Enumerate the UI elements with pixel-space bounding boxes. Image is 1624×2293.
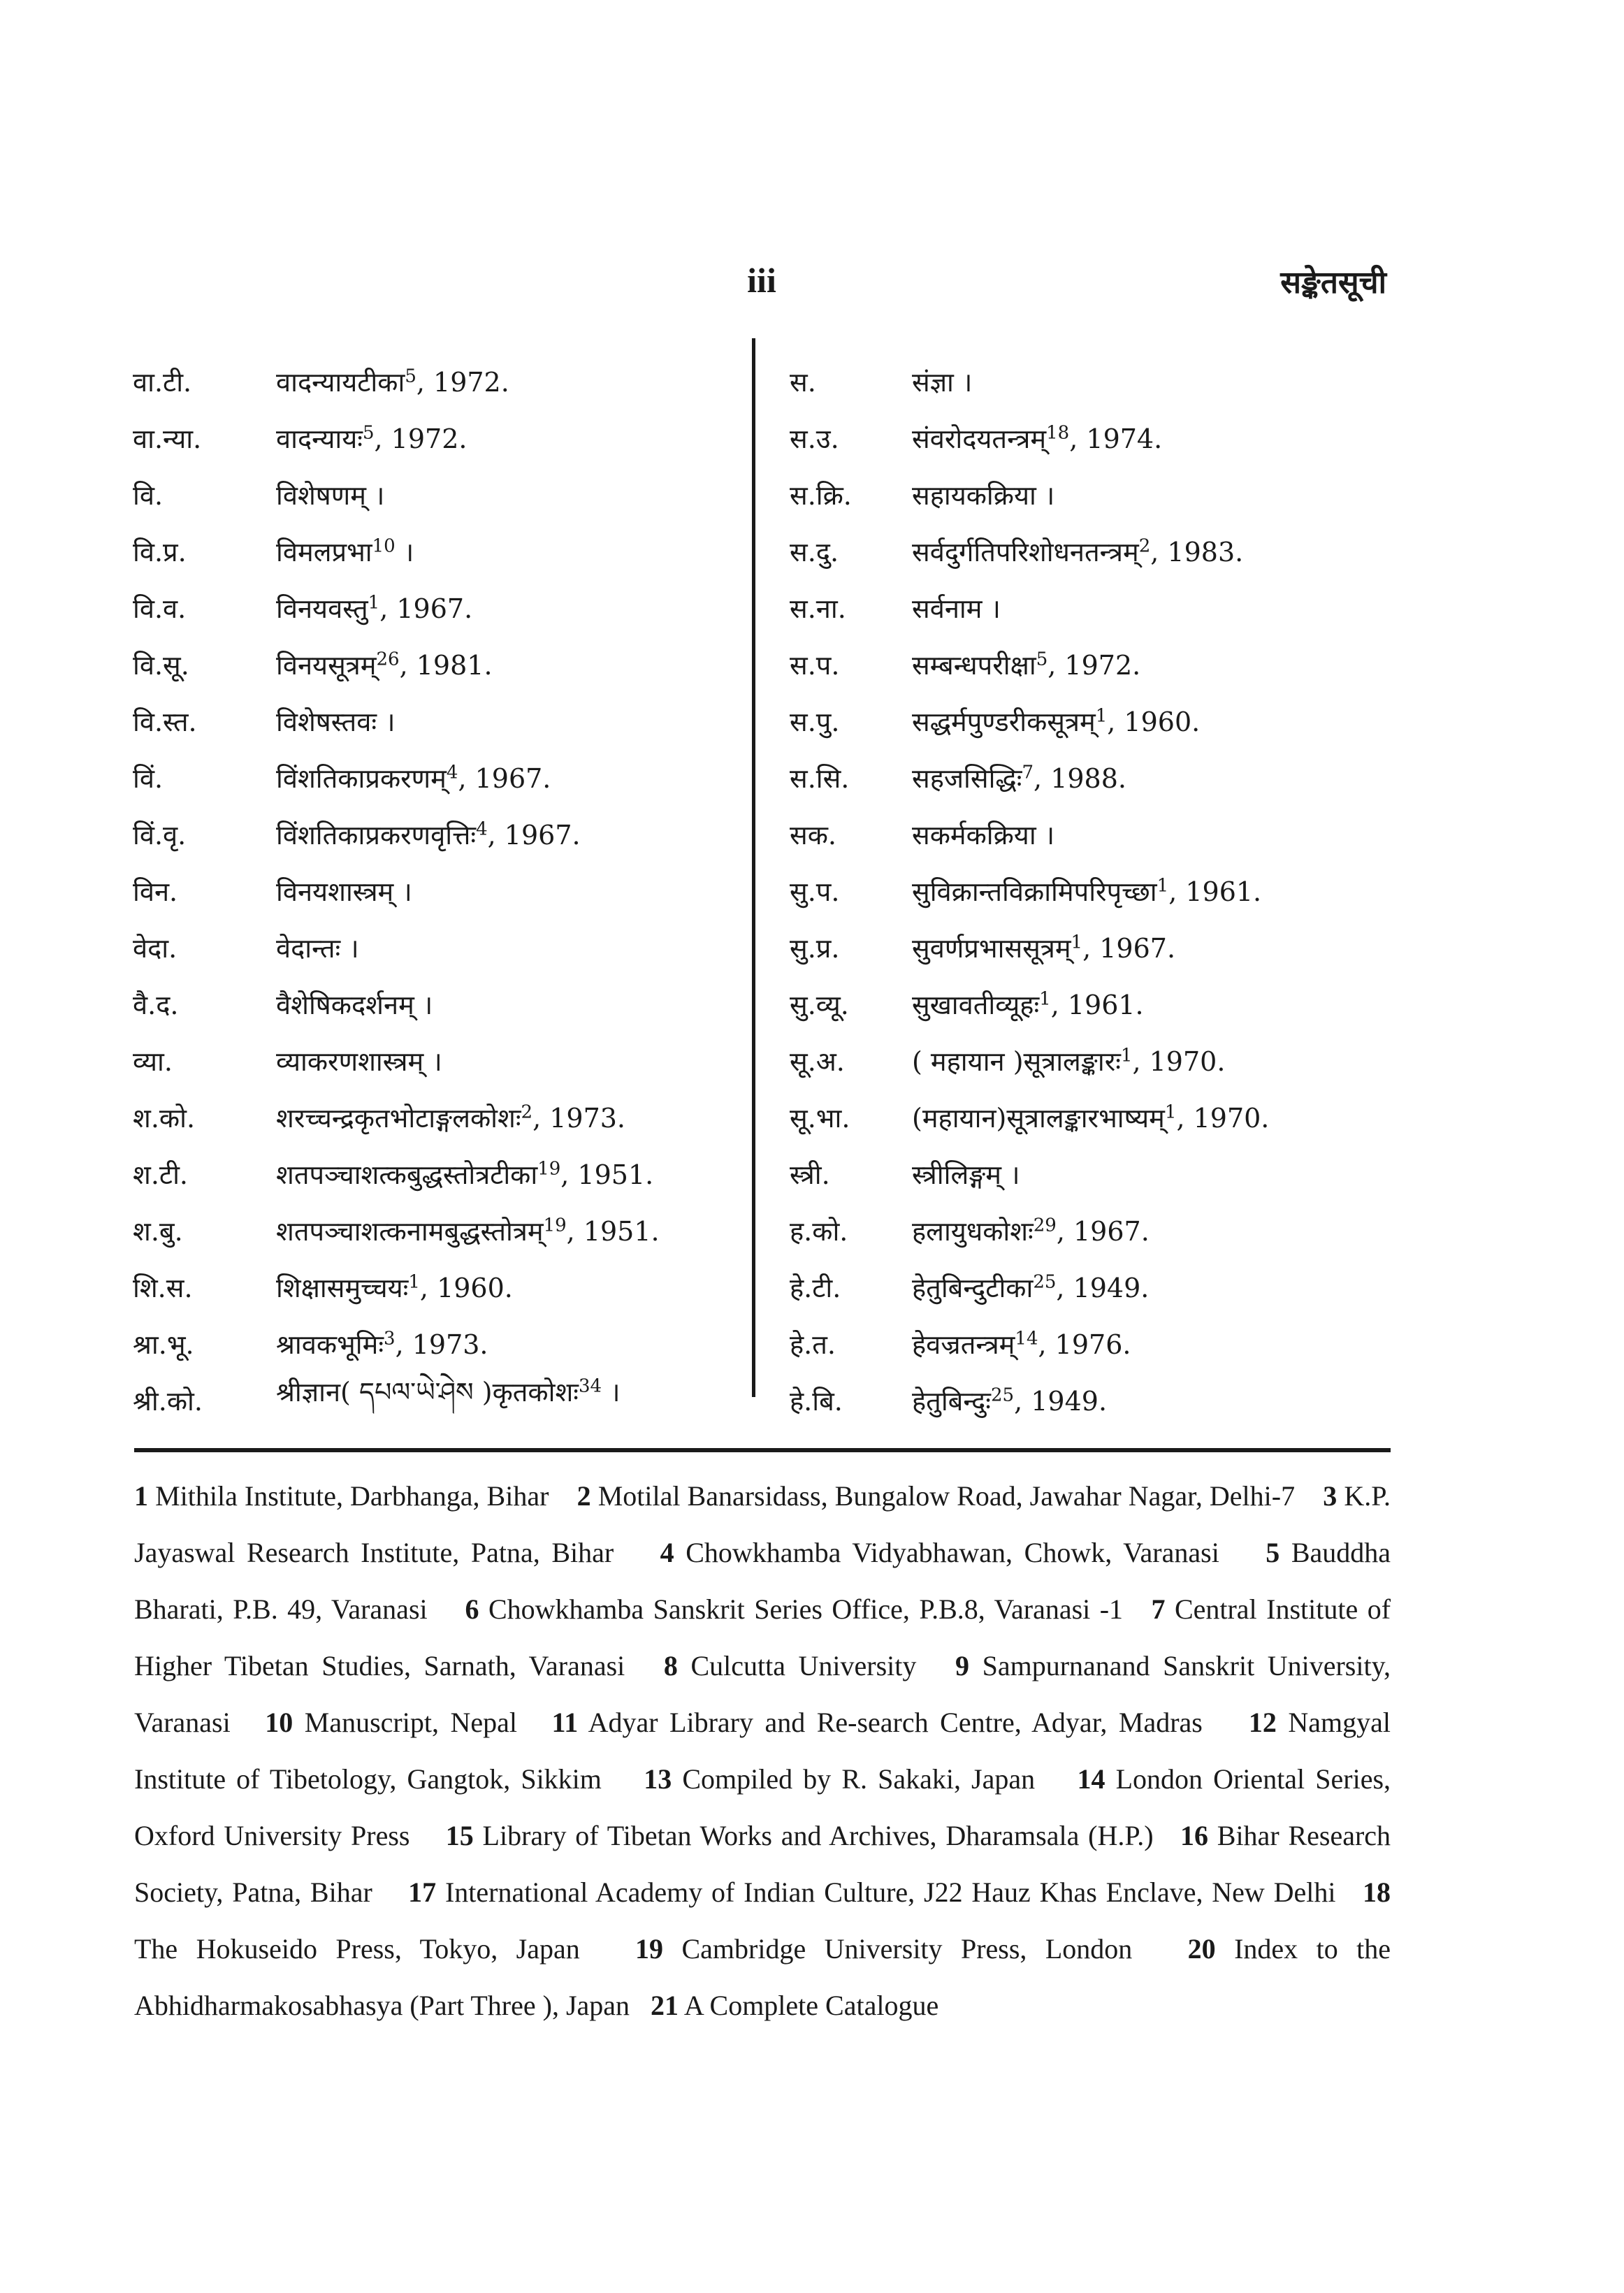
footnote-text: Index to the Abhidharmakosabhasya (Part Three ), Japan (134, 1933, 1391, 2021)
tibetan-script: དཔལ་ཡེ་ཤེས (358, 1377, 474, 1408)
expansion: वादन्यायटीका$^5$, 1972. (276, 365, 509, 398)
expansion: विंशतिकाप्रकरणम्$^4$, 1967. (276, 761, 551, 794)
expansion: विनयसूत्रम्$^{26}$, 1981. (276, 648, 493, 681)
footnote-number: 17 (408, 1876, 437, 1908)
abbreviation: हे.बि. (790, 1385, 843, 1417)
expansion: विनयवस्तु$^1$, 1967. (276, 591, 473, 624)
expansion: ( महायान )सूत्रालङ्कारः$^1$, 1970. (912, 1044, 1226, 1077)
abbreviation-row (133, 919, 741, 976)
footnote-number: 4 (660, 1537, 674, 1568)
expansion: विशेषस्तवः । (276, 706, 396, 737)
expansion: विंशतिकाप्रकरणवृत्तिः$^4$, 1967. (276, 818, 581, 851)
abbreviation-column-right (790, 353, 1391, 1428)
expansion: सुविक्रान्तविक्रामिपरिपृच्छा$^1$, 1961. (912, 874, 1262, 907)
expansion: श्रीज्ञान( དཔལ་ཡེ་ཤེས )कृतकोशः$^{34}$ । (276, 1375, 621, 1408)
footnote-text: Adyar Library and Re-search Centre, Adyar, Madras (588, 1707, 1203, 1738)
abbreviation: विं.वृ. (133, 819, 187, 851)
abbreviation: स.दु. (790, 536, 839, 567)
expansion: वादन्यायः$^5$, 1972. (276, 421, 467, 454)
footnote-number: 3 (1323, 1480, 1337, 1512)
abbreviation: श्री.को. (133, 1385, 203, 1417)
abbreviation-row (133, 749, 741, 806)
footnote-number: 21 (651, 1990, 679, 2021)
footnote-number: 15 (445, 1820, 474, 1851)
footnotes (134, 1468, 1391, 2034)
abbreviation: ह.को. (790, 1215, 848, 1247)
footnote-text: Bauddha Bharati, P.B. 49, Varanasi (134, 1537, 1391, 1625)
abbreviation-row (790, 693, 1391, 749)
abbreviation: सू.भा. (790, 1102, 850, 1134)
abbreviation: स.प. (790, 649, 840, 681)
abbreviation: व्या. (133, 1046, 173, 1077)
abbreviation: स. (790, 366, 816, 398)
abbreviation: हे.टी. (790, 1272, 841, 1303)
abbreviation-row (133, 806, 741, 862)
footnote-number: 13 (644, 1763, 672, 1795)
abbreviation-row (790, 523, 1391, 579)
expansion: व्याकरणशास्त्रम् । (276, 1046, 442, 1077)
expansion: स्त्रीलिङ्गम् । (912, 1159, 1020, 1190)
footnote-text: Mithila Institute, Darbhanga, Bihar (155, 1480, 549, 1512)
footnote-number: 6 (465, 1593, 479, 1625)
footnote-rule (134, 1448, 1391, 1452)
abbreviation: स.सि. (790, 762, 850, 794)
expansion: हेतुबिन्दुटीका$^{25}$, 1949. (912, 1271, 1150, 1303)
abbreviation: सु.व्यू. (790, 989, 849, 1020)
expansion: सहायकक्रिया । (912, 479, 1055, 511)
footnote-text: Manuscript, Nepal (304, 1707, 517, 1738)
abbreviation: विन. (133, 876, 178, 907)
abbreviation: वेदा. (133, 932, 177, 964)
footnote-text: Sampurnanand Sanskrit University, Varanasi (134, 1650, 1391, 1738)
abbreviation-row (133, 353, 741, 410)
abbreviation-row (133, 693, 741, 749)
abbreviation: स.पु. (790, 706, 840, 737)
footnote-number: 8 (663, 1650, 678, 1681)
expansion: विमलप्रभा$^{10}$ । (276, 535, 414, 567)
abbreviation-row (790, 1315, 1391, 1372)
expansion: शतपञ्चाशत्कनामबुद्धस्तोत्रम्$^{19}$, 1951. (276, 1214, 660, 1247)
abbreviation-row (790, 919, 1391, 976)
abbreviation: शि.स. (133, 1272, 193, 1303)
footnote-text: Culcutta University (690, 1650, 917, 1681)
abbreviation-row (133, 410, 741, 466)
abbreviation-row (790, 1145, 1391, 1202)
abbreviation: वा.टी. (133, 366, 192, 398)
expansion: वेदान्तः । (276, 932, 359, 964)
abbreviation-row (133, 1089, 741, 1145)
expansion: संवरोदयतन्त्रम्$^{18}$, 1974. (912, 421, 1163, 454)
footnote-text: K.P. Jayaswal Research Institute, Patna, Bihar (134, 1480, 1391, 1568)
abbreviation: वि.व. (133, 593, 187, 624)
footnote-text: London Oriental Series, Oxford University Press (134, 1763, 1391, 1851)
expansion: सद्धर्मपुण्डरीकसूत्रम्$^1$, 1960. (912, 704, 1201, 737)
expansion: सम्बन्धपरीक्षा$^5$, 1972. (912, 648, 1141, 681)
abbreviation-row (790, 1202, 1391, 1259)
footnote-number: 19 (635, 1933, 664, 1965)
footnote-text: A Complete Catalogue (683, 1990, 939, 2021)
expansion: हेतुबिन्दुः$^{25}$, 1949. (912, 1384, 1108, 1417)
abbreviation-row (790, 806, 1391, 862)
footnote-number: 14 (1077, 1763, 1105, 1795)
abbreviation-row (133, 523, 741, 579)
abbreviation: सु.प. (790, 876, 840, 907)
abbreviation: श्रा.भू. (133, 1329, 194, 1360)
expansion: सहजसिद्धिः$^7$, 1988. (912, 761, 1126, 794)
abbreviation: वै.द. (133, 989, 179, 1020)
expansion: (महायान)सूत्रालङ्कारभाष्यम्$^1$, 1970. (912, 1101, 1270, 1134)
abbreviation: स.ना. (790, 593, 846, 624)
page-number: iii (747, 261, 776, 300)
footnote-text: Motilal Banarsidass, Bungalow Road, Jawahar Nagar, Delhi-7 (597, 1480, 1296, 1512)
expansion: श्रावकभूमिः$^3$, 1973. (276, 1327, 488, 1360)
expansion: शरच्चन्द्रकृतभोटाङ्गलकोशः$^2$, 1973. (276, 1101, 626, 1134)
abbreviation: श.टी. (133, 1159, 188, 1190)
abbreviation-row (790, 1372, 1391, 1428)
abbreviation-row (133, 636, 741, 693)
footnote-text: Chowkhamba Vidyabhawan, Chowk, Varanasi (686, 1537, 1219, 1568)
abbreviation-row (133, 1259, 741, 1315)
footnote-number: 10 (265, 1707, 293, 1738)
abbreviation-row (790, 862, 1391, 919)
expansion: शतपञ्चाशत्कबुद्धस्तोत्रटीका$^{19}$, 1951. (276, 1157, 654, 1190)
abbreviation-row (790, 466, 1391, 523)
abbreviation-row (790, 1259, 1391, 1315)
footnote-text: Bihar Research Society, Patna, Bihar (134, 1820, 1391, 1908)
expansion: सर्वदुर्गतिपरिशोधनतन्त्रम्$^2$, 1983. (912, 535, 1244, 567)
abbreviation-row (133, 1032, 741, 1089)
expansion: सर्वनाम । (912, 593, 1001, 624)
footnote-number: 7 (1151, 1593, 1166, 1625)
footnote-number: 16 (1180, 1820, 1208, 1851)
abbreviation-row (790, 976, 1391, 1032)
abbreviation: श.बु. (133, 1215, 183, 1247)
abbreviation: वि.सू. (133, 649, 189, 681)
footnote-text: Library of Tibetan Works and Archives, Dharamsala (H.P.) (482, 1820, 1154, 1851)
column-divider (752, 338, 755, 1397)
footnote-text: Namgyal Institute of Tibetology, Gangtok, Sikkim (134, 1707, 1391, 1795)
abbreviation-row (133, 579, 741, 636)
footnote-text: Chowkhamba Sanskrit Series Office, P.B.8, Varanasi -1 (488, 1593, 1124, 1625)
footnote-number: 1 (134, 1480, 148, 1512)
expansion: हेवज्रतन्त्रम्$^{14}$, 1976. (912, 1327, 1131, 1360)
abbreviation-row (790, 1089, 1391, 1145)
abbreviation: सू.अ. (790, 1046, 845, 1077)
abbreviation-row (133, 862, 741, 919)
abbreviation: वि. (133, 479, 164, 511)
abbreviation: वि.प्र. (133, 536, 187, 567)
footnote-text: International Academy of Indian Culture, J22 Hauz Khas Enclave, New Delhi (444, 1876, 1336, 1908)
abbreviation-row (133, 976, 741, 1032)
footnote-number: 12 (1248, 1707, 1277, 1738)
expansion: संज्ञा । (912, 366, 973, 398)
abbreviation: वि.स्त. (133, 706, 197, 737)
expansion: शिक्षासमुच्चयः$^1$, 1960. (276, 1271, 513, 1303)
footnote-number: 5 (1266, 1537, 1280, 1568)
expansion: सकर्मकक्रिया । (912, 819, 1055, 851)
abbreviation-row (790, 410, 1391, 466)
abbreviation-row (133, 1145, 741, 1202)
expansion: वैशेषिकदर्शनम् । (276, 989, 433, 1020)
expansion: हलायुधकोशः$^{29}$, 1967. (912, 1214, 1150, 1247)
abbreviation: सक. (790, 819, 836, 851)
expansion: विशेषणम् । (276, 479, 385, 511)
abbreviation-row (790, 636, 1391, 693)
footnote-number: 2 (577, 1480, 591, 1512)
expansion: सुवर्णप्रभाससूत्रम्$^1$, 1967. (912, 931, 1176, 964)
abbreviation: श.को. (133, 1102, 196, 1134)
footnote-text: Cambridge University Press, London (681, 1933, 1133, 1965)
abbreviation-row (790, 749, 1391, 806)
running-head: सङ्केतसूची (1280, 265, 1386, 301)
abbreviation: स्त्री. (790, 1159, 830, 1190)
abbreviation: हे.त. (790, 1329, 836, 1360)
footnote-text: Central Institute of Higher Tibetan Studies, Sarnath, Varanasi (134, 1593, 1391, 1681)
footnote-text: Compiled by R. Sakaki, Japan (682, 1763, 1036, 1795)
expansion: सुखावतीव्यूहः$^1$, 1961. (912, 988, 1144, 1020)
abbreviation: स.उ. (790, 423, 839, 454)
abbreviation-row (790, 1032, 1391, 1089)
footnote-number: 9 (955, 1650, 970, 1681)
abbreviation-row (790, 579, 1391, 636)
abbreviation: विं. (133, 762, 164, 794)
abbreviation: सु.प्र. (790, 932, 840, 964)
abbreviation-row (133, 466, 741, 523)
footnote-text: The Hokuseido Press, Tokyo, Japan (134, 1933, 580, 1965)
abbreviation-row (133, 1202, 741, 1259)
abbreviation-column-left (133, 353, 741, 1428)
abbreviation: स.क्रि. (790, 479, 852, 511)
expansion: विनयशास्त्रम् । (276, 876, 412, 907)
abbreviation: वा.न्या. (133, 423, 202, 454)
footnote-number: 11 (551, 1707, 579, 1738)
abbreviation-row (790, 353, 1391, 410)
abbreviation-row (133, 1372, 741, 1428)
footnote-number: 20 (1187, 1933, 1216, 1965)
footnote-number: 18 (1363, 1876, 1391, 1908)
